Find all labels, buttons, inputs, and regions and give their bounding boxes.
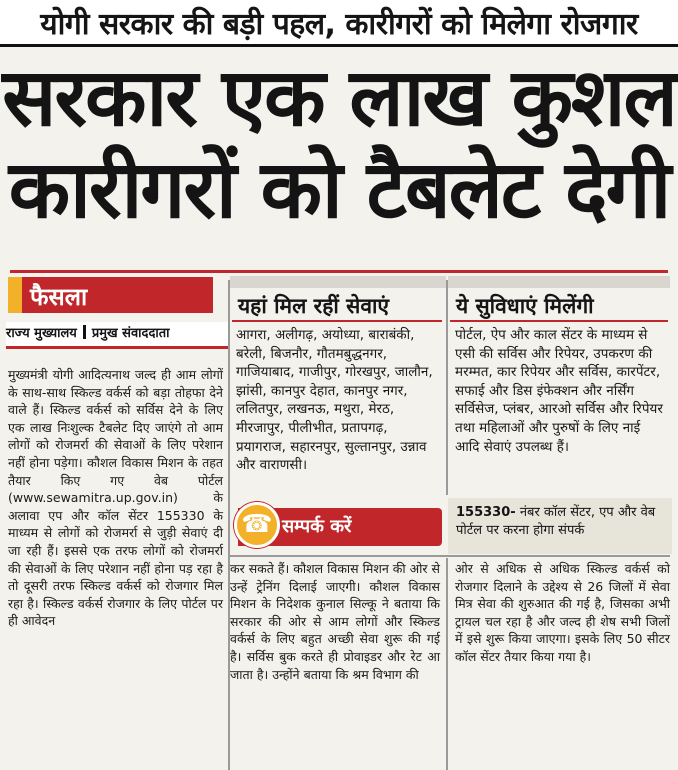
hotline-number: 155330- (456, 505, 516, 520)
services-heading: यहां मिल रहीं सेवाएं (238, 294, 390, 318)
section-tag-label: फैसला (30, 283, 88, 311)
kicker-text: योगी सरकार की बड़ी पहल, कारीगरों को मिलेगा रोजगार (40, 7, 638, 42)
hotline-box (448, 498, 672, 554)
phone-icon: ☎ (234, 502, 280, 548)
section-tag (8, 277, 213, 313)
kicker-bar (0, 0, 678, 47)
headline-rule (10, 270, 668, 273)
headline (0, 52, 678, 236)
hotline-text: नंबर कॉल सेंटर, एप और वेब पोर्टल पर करना होगा संपर्क (456, 505, 656, 538)
article-column-2: कर सकते हैं। कौशल विकास मिशन की ओर से उन्हें ट्रेनिंग दिलाई जाएगी। कौशल विकास मिशन के निदेशक कुनाल सिल्कू ने बताया कि सरकार की ओर से आम लोगों और स्किल्ड वर्कर्स के लिए बहुत अच्छी सेवा शुरू की गई है। सर्विस बुक करते ही प्रोवाइडर और रेट आ जाता है। उन्होंने बताया कि श्रम विभाग की (230, 561, 440, 682)
facilities-top-strip (448, 276, 670, 288)
services-heading-rule (232, 320, 442, 322)
facilities-list: पोर्टल, ऐप और काल सेंटर के माध्यम से एसी की सर्विस और रिपेयर, उपकरण की मरम्मत, कार रिपेयर और सर्विस, कारपेंटर, सफाई और डिस इंफेक्शन और नर्सिंग सर्विसेज, प्लंबर, आरओ सर्विस और रिपेयर तथा महिलाओं और पुरुषों के लिए नाई आदि सेवाएं उपलब्ध हैं। (455, 327, 663, 455)
headline-line-1: सरकार एक लाख कुशल (2, 51, 676, 144)
services-list: आगरा, अलीगढ़, अयोध्या, बाराबंकी, बरेली, बिजनौर, गौतमबुद्धनगर, गाजियाबाद, गाजीपुर, गोरखपुर, जालौन, झांसी, कानपुर देहात, कानपुर नगर, ललितपुर, लखनऊ, मथुरा, मेरठ, मीरजापुर, पीलीभीत, प्रतापगढ़, प्रयागराज, सहारनपुर, सुल्तानपुर, उन्नाव और वाराणसी। (236, 327, 433, 474)
column-divider (228, 280, 230, 770)
byline-author: प्रमुख संवाददाता (91, 326, 170, 341)
column-divider (446, 280, 448, 495)
byline (6, 322, 228, 349)
facilities-heading: ये सुविधाएं मिलेंगी (456, 294, 594, 318)
section-divider (230, 555, 670, 557)
services-top-strip (230, 276, 446, 288)
article-column-3: ओर से अधिक से अधिक स्किल्ड वर्कर्स को रोजगार दिलाने के उद्देश्य से 26 जिलों में सेवा मित्र सेवा की शुरुआत की गई है, जिसका अभी ट्रायल चल रहा है और जल्द ही शेष सभी जिलों में इसे शुरू किया जाएगा। इसके लिए 50 सीटर कॉल सेंटर तैयार किया गया है। (455, 561, 670, 664)
article-column-1: मुख्यमंत्री योगी आदित्यनाथ जल्द ही आम लोगों के साथ-साथ स्किल्ड वर्कर्स को बड़ा तोहफा देने वाले हैं। स्किल्ड वर्कर्स को सर्विस देने के लिए एक लाख निःशुल्क टैबलेट दिए जाएंगे तो आम लोगों को रोजमर्रा की सेवाओं के लिए परेशान नहीं होना पड़ेगा। कौशल विकास मिशन के तहत तैयार किए गए वेब पोर्टल (www.sewamitra.up.gov.in) के अलावा एप और कॉल सेंटर 155330 के माध्यम से लोगों को रोजमर्रा से जुड़ी सेवाएं दी जा रही हैं। इससे एक तरफ लोगों को रोजमर्रा की सेवाओं के लिए परेशान नहीं होना पड़ रहा है तो दूसरी तरफ स्किल्ड वर्कर्स को रोजगार मिल रहा है। स्किल्ड वर्कर्स रोजगार के लिए पोर्टल पर ही आवेदन (8, 367, 223, 629)
byline-separator (83, 325, 86, 339)
headline-line-2: कारीगरों को टैबलेट देगी (8, 143, 670, 236)
byline-place: राज्य मुख्यालय (6, 326, 77, 341)
facilities-heading-rule (450, 320, 668, 322)
contact-label: सम्पर्क करें (282, 516, 352, 537)
column-divider (446, 558, 448, 770)
